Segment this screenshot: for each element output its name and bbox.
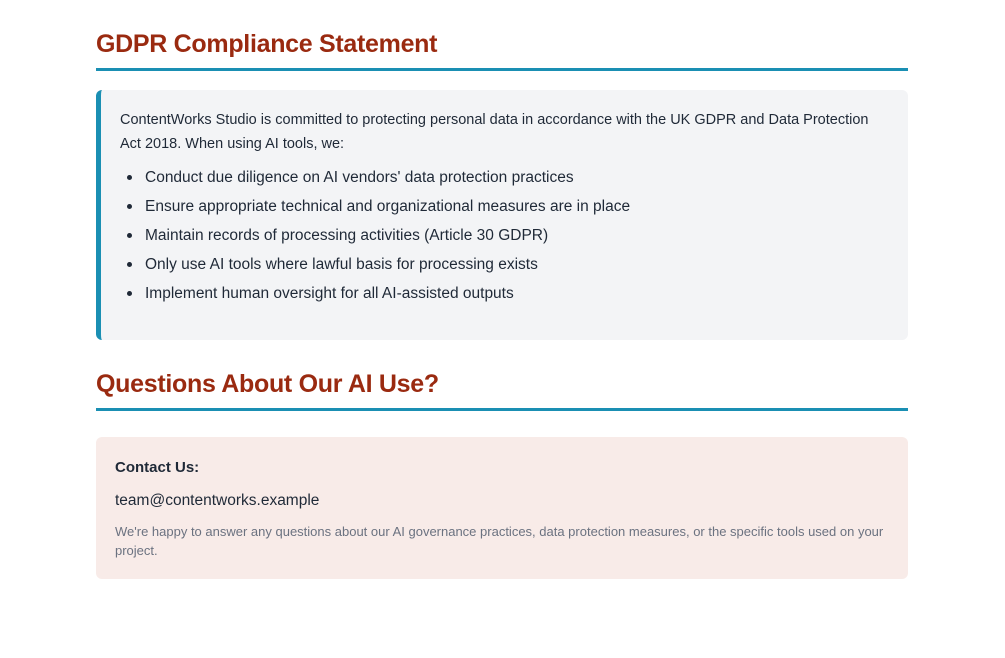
contact-email: team@contentworks.example <box>115 492 320 509</box>
list-item: Ensure appropriate technical and organizational measures are in place <box>145 192 884 221</box>
list-item: Conduct due diligence on AI vendors' data protection practices <box>145 163 884 192</box>
list-item: Only use AI tools where lawful basis for processing exists <box>145 250 884 279</box>
contact-note: We're happy to answer any questions about our AI governance practices, data protection measures, or the specific tools used on your project. <box>115 524 884 558</box>
questions-heading: Questions About Our AI Use? <box>96 370 439 398</box>
gdpr-heading: GDPR Compliance Statement <box>96 30 438 58</box>
contact-label: Contact Us: <box>115 459 200 476</box>
gdpr-statement-box <box>96 90 908 340</box>
list-item: Implement human oversight for all AI-assisted outputs <box>145 279 884 308</box>
gdpr-heading-rule <box>96 68 908 71</box>
questions-heading-rule <box>96 408 908 411</box>
list-item: Maintain records of processing activities (Article 30 GDPR) <box>145 221 884 250</box>
gdpr-commitment-list <box>120 163 884 308</box>
contact-box <box>96 437 908 579</box>
gdpr-intro-text: ContentWorks Studio is committed to protecting personal data in accordance with the UK GDPR and Data Protection Act 2018. When using AI tools, we: <box>120 112 869 152</box>
